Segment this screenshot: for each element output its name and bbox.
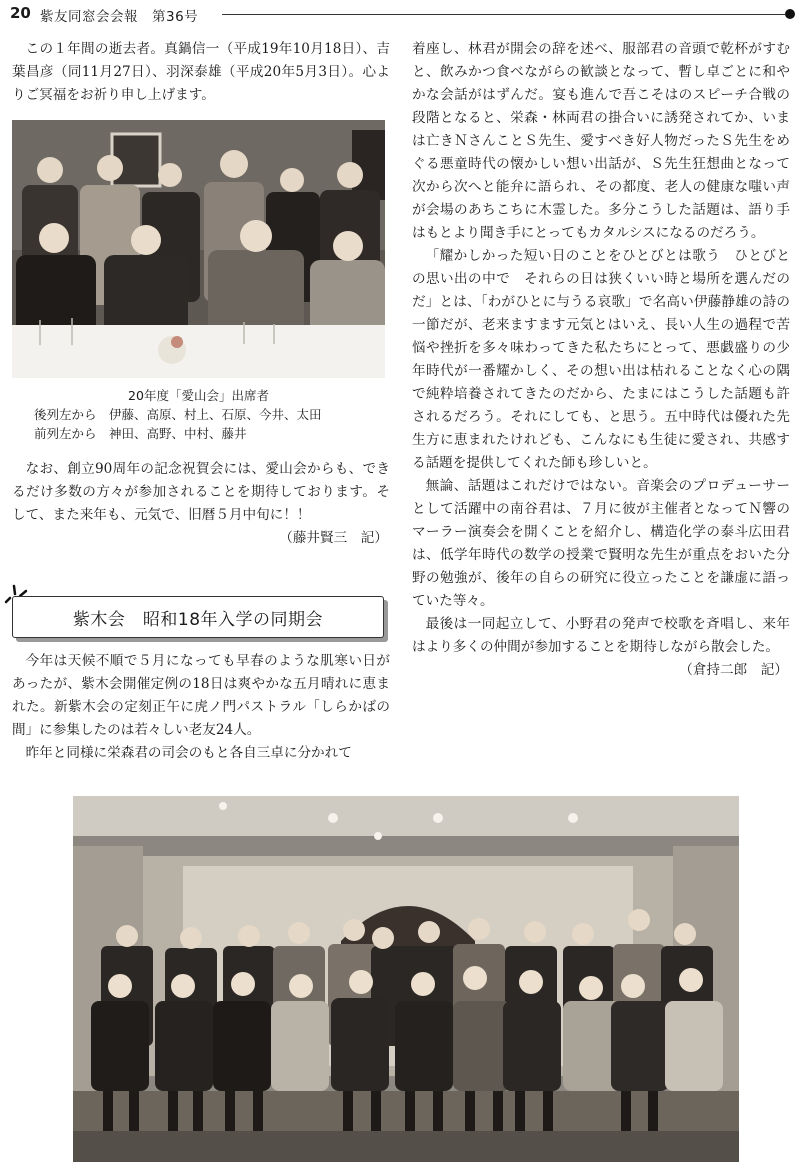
right-paragraph-3: 無論、話題はこれだけではない。音楽会のプロデューサーとして活躍中の南谷君は、７月に彼が主催者となってＮ響のマーラー演奏会を開くことを紹介し、構造化学の泰斗広田君は、低学年時代の数学の授業で賢明な先生が重点をおいた分野の勉強が、後年の自らの研究に役立ったことを謙虚に語っていた等々。	[412, 478, 790, 609]
shibokukai-block	[12, 650, 390, 765]
right-paragraph-4: 最後は一同起立して、小野君の発声で校歌を斉唱し、来年はより多くの仲間が参加することを期待しながら散会した。	[412, 616, 790, 655]
header-rule	[222, 14, 785, 15]
closing-block-1	[12, 458, 390, 550]
right-paragraph-2: 「耀かしかった短い日のことをひとびとは歌う ひとびとの思い出の中で それらの日は狭くいい時と場所を選んだのだ」とは、「わがひとに与うる哀歌」で名高い伊藤静雄の詩の一節だが、老来ますます元気とはいえ、長い人生の過程で苦悩や挫折を多々味わってきた私たちにとって、悪戯盛りの少年時代が一番耀かしく、その想い出は枯れることなく心の隅で純粋培養されてきたのだから、たまにはこうした話題も許されるだろう。それにしても、と思う。五中時代は優れた先生方に恵まれたけれども、こんなにも生徒に愛され、共感する話題を提供してくれた師も珍しいと。	[412, 248, 790, 471]
intro-paragraph: この１年間の逝去者。真鍋信一（平成19年10月18日）、吉葉昌彦（同11月27日）、羽深泰雄（平成20年5月3日）。心よりご冥福をお祈り申し上げます。	[12, 41, 390, 103]
page-number: 20	[10, 4, 31, 22]
signature-kuramochi: （倉持二郎 記）	[679, 662, 788, 678]
aiyamakai-group-photo	[12, 120, 385, 378]
page-header	[10, 4, 795, 26]
header-dot-icon	[785, 9, 795, 19]
shibokukai-group-photo	[73, 796, 739, 1162]
anniversary-paragraph: なお、創立90周年の記念祝賀会には、愛山会からも、できるだけ多数の方々が参加されることを期待しております。そして、また来年も、元気で、旧暦５月中旬に！！	[12, 461, 390, 523]
caption-title: 20年度「愛山会」出席者	[128, 388, 269, 403]
shibokukai-paragraph-2: 昨年と同様に栄森君の司会のもと各自三卓に分かれて	[25, 745, 352, 761]
signature-fujii: （藤井賢三 記）	[279, 530, 388, 546]
photo-caption	[12, 386, 385, 443]
shibokukai-paragraph-1: 今年は天候不順で５月になっても早春のような肌寒い日があったが、紫木会開催定例の18日は爽やかな五月晴れに恵まれた。新紫木会の定刻正午に虎ノ門パストラル「しらかばの間」に参集したのは若々しい老友24人。	[12, 653, 390, 738]
right-column	[412, 38, 790, 682]
section-title: 紫木会 昭和18年入学の同期会	[72, 610, 324, 630]
publication-title: 紫友同窓会会報 第36号	[40, 9, 199, 25]
section-header	[12, 596, 384, 638]
caption-front-row: 前列左から 神田、高野、中村、藤井	[34, 426, 247, 441]
intro-block	[12, 38, 390, 107]
right-paragraph-1: 着座し、林君が開会の辞を述べ、服部君の音頭で乾杯がすむと、飲みかつ食べながらの歓談となって、暫し卓ごとに和やかな会話がはずんだ。宴も進んで吾こそはのスピーチ合戦の段階となると、栄森・林両君の掛合いに誘発されてか、いまは亡きＮさんことＳ先生、愛すべき好人物だったＳ先生をめぐる悪童時代の懐かしい想い出話が、Ｓ先生狂想曲となって次から次へと能弁に語られ、その都度、老人の健康な嗤い声が会場のあちこちに木霊した。多分こうした話題は、語り手はもとより聞き手にとってもカタルシスになるのだろう。	[412, 41, 790, 241]
caption-back-row: 後列左から 伊藤、高原、村上、石原、今井、太田	[34, 407, 322, 422]
